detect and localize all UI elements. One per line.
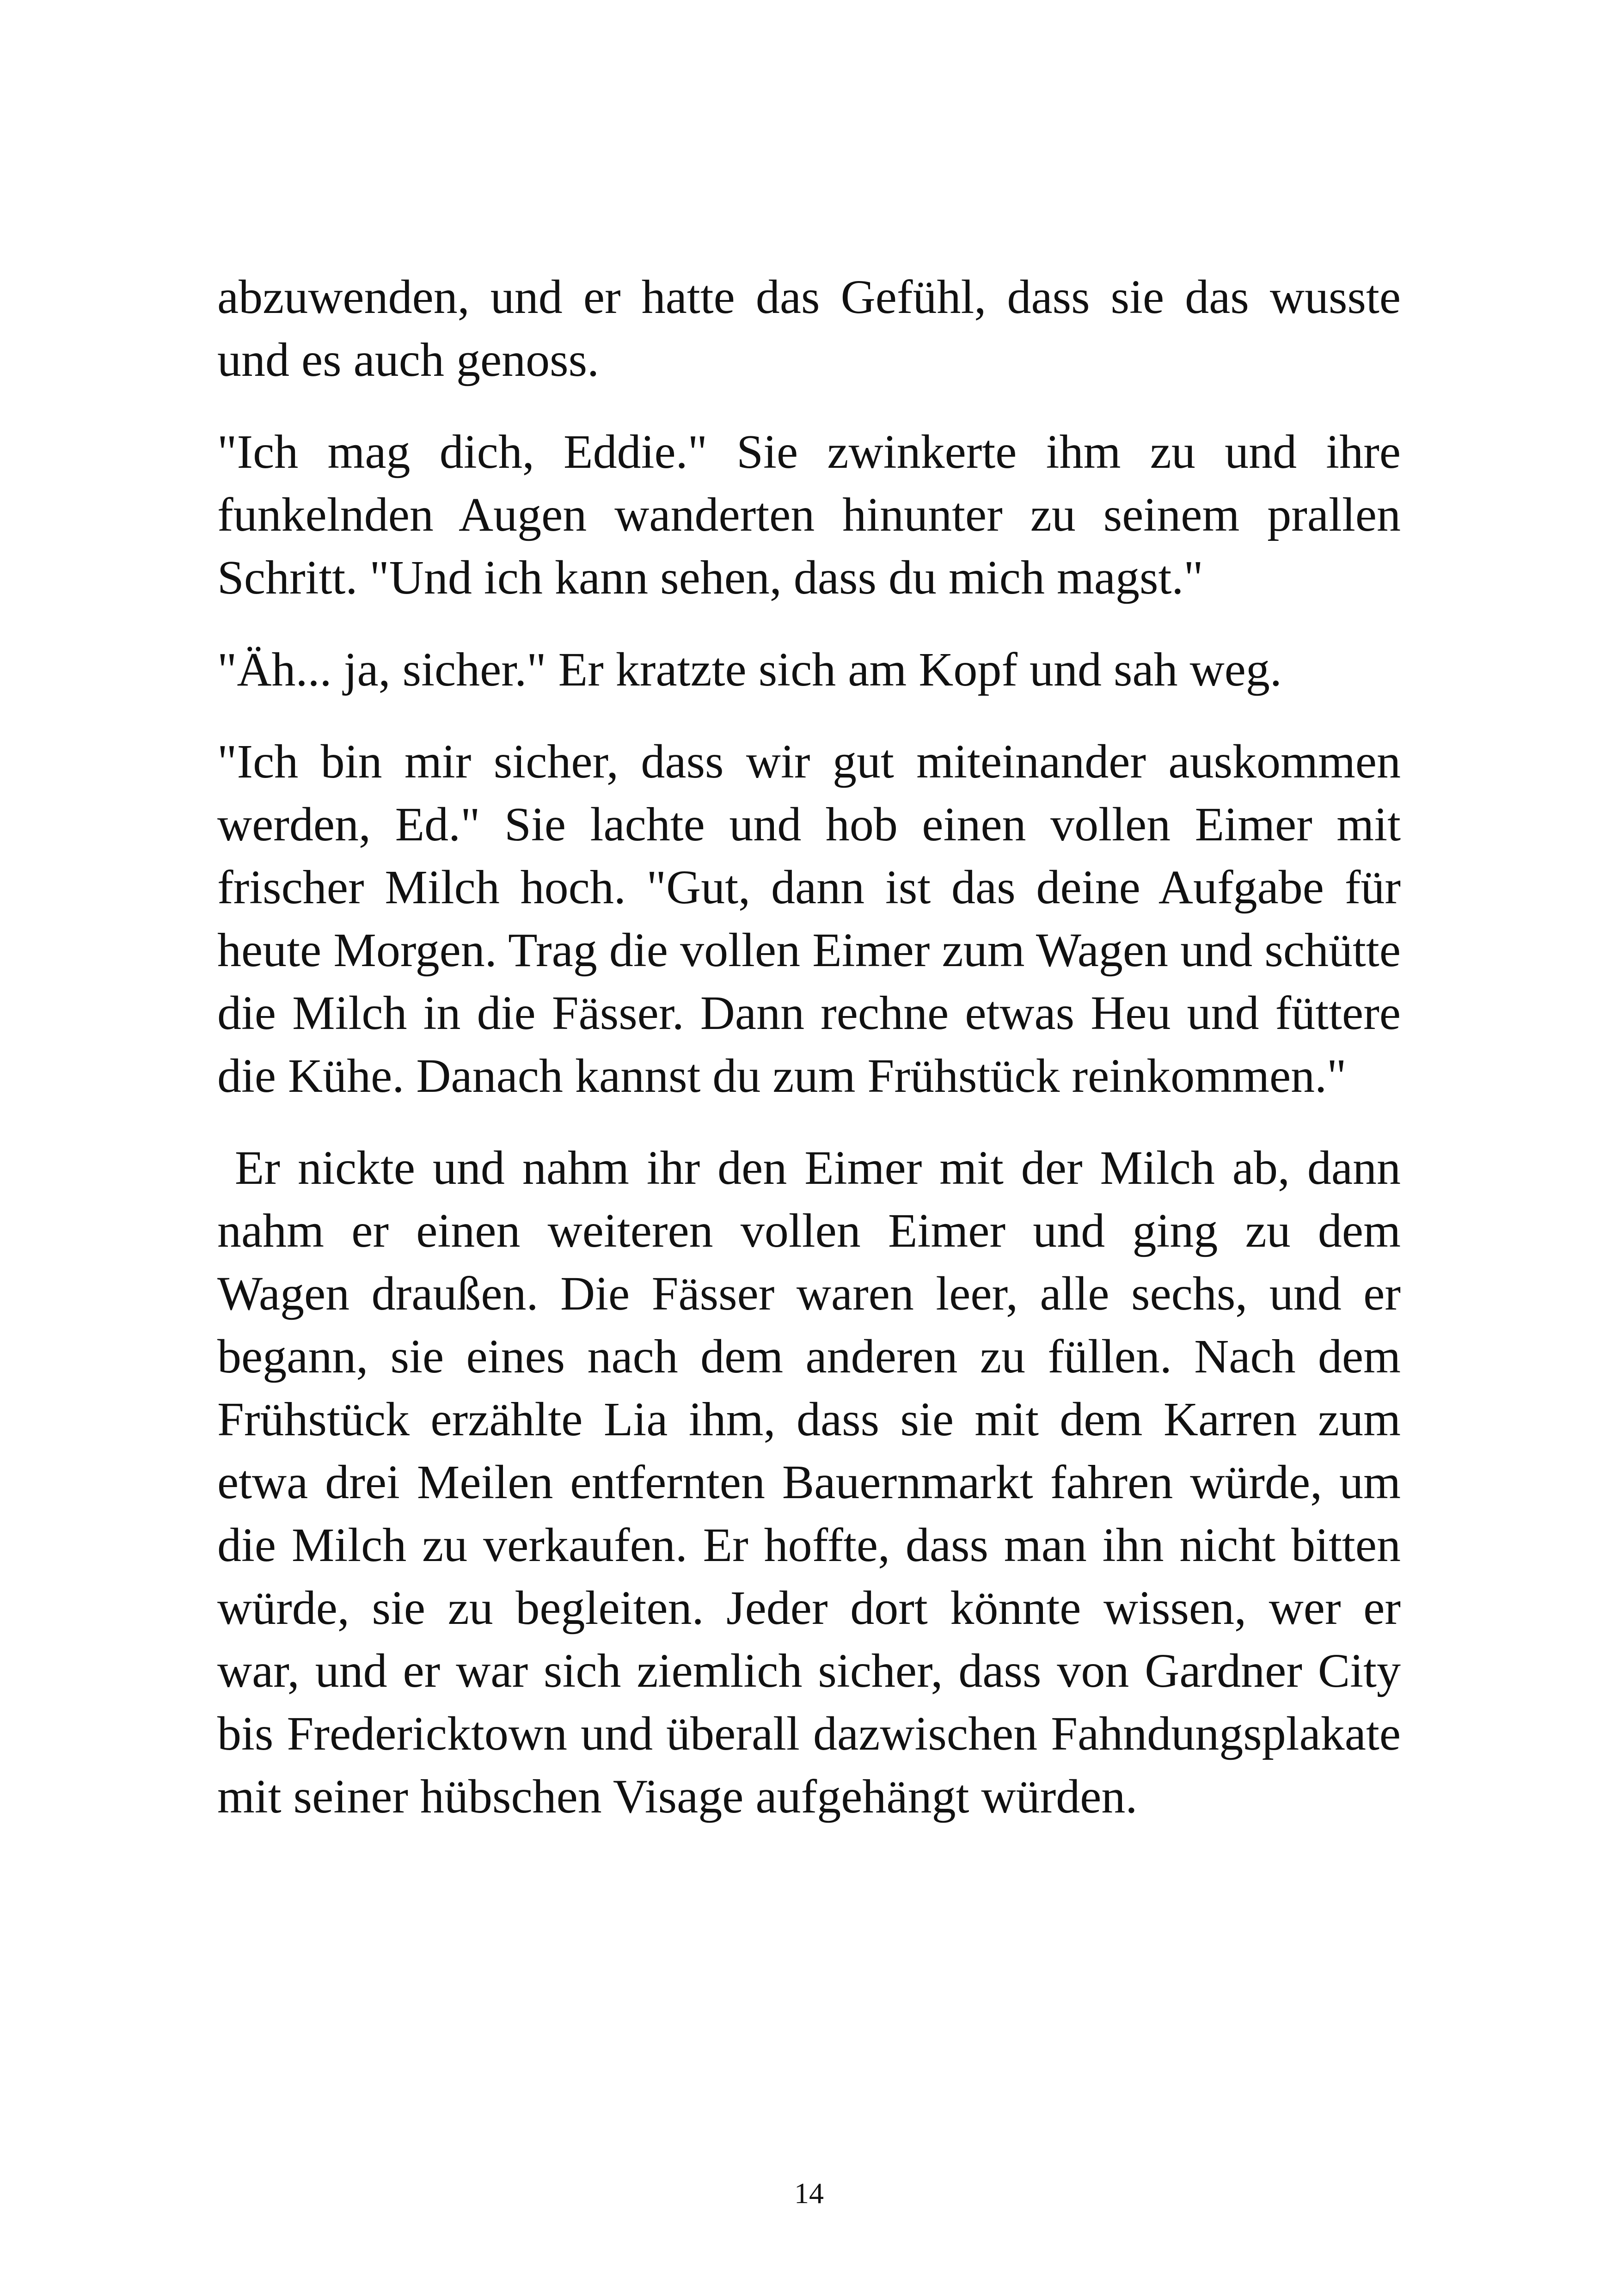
page-number: 14 [794, 2177, 824, 2210]
paragraph-1: abzuwenden, und er hatte das Gefühl, dass sie das wusste und es auch genoss. [217, 270, 1401, 386]
paragraph-5: Er nickte und nahm ihr den Eimer mit der Milch ab, dann nahm er einen weiteren vollen Eimer und ging zu dem Wagen draußen. Die Fässer waren leer, alle sechs, und er begann, sie eines nach dem anderen zu füllen. Nach dem Frühstück erzählte Lia ihm, dass sie mit dem Karren zum etwa drei Meilen entfernten Bauernmarkt fahren würde, um die Milch zu verkaufen. Er hoffte, dass man ihn nicht bitten würde, sie zu begleiten. Jeder dort könnte wissen, wer er war, und er war sich ziemlich sicher, dass von Gardner City bis Fredericktown und überall dazwischen Fahndungsplakate mit seiner hübschen Visage aufgehängt würden. [217, 1141, 1413, 1823]
paragraph-3: "Äh... ja, sicher." Er kratzte sich am Kopf und sah weg. [217, 643, 1282, 696]
page-body-text [217, 266, 1413, 1857]
paragraph-4: "Ich bin mir sicher, dass wir gut miteinander auskommen werden, Ed." Sie lachte und hob einen vollen Eimer mit frischer Milch hoch. "Gut, dann ist das deine Aufgabe für heute Morgen. Trag die vollen Eimer zum Wagen und schütte die Milch in die Fässer. Dann rechne etwas Heu und füttere die Kühe. Danach kannst du zum Frühstück reinkommen." [217, 735, 1401, 1102]
paragraph-2: "Ich mag dich, Eddie." Sie zwinkerte ihm zu und ihre funkelnden Augen wanderten hinunter zu seinem prallen Schritt. "Und ich kann sehen, dass du mich magst." [217, 425, 1401, 604]
